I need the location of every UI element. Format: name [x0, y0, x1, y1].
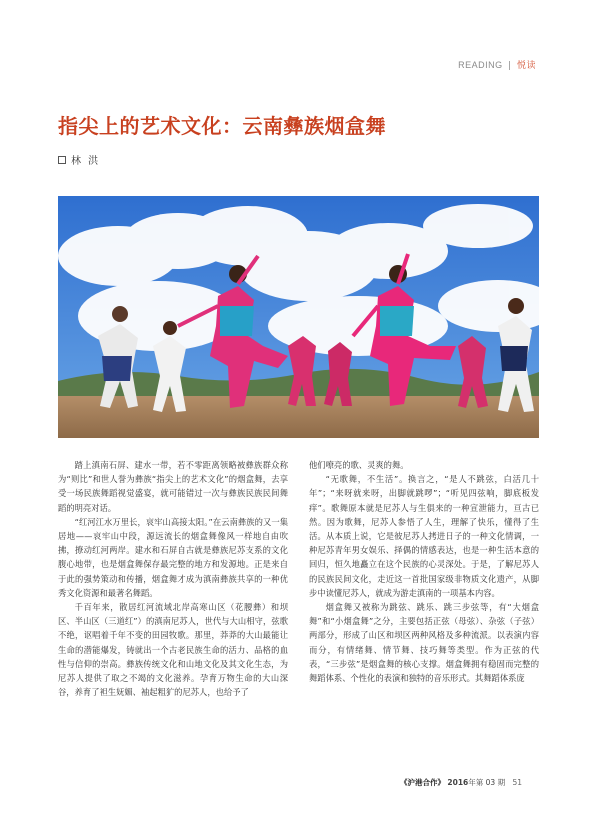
author-name: 林 洪	[71, 156, 101, 167]
paragraph: 烟盒舞又被称为跳弦、跳乐、跳三步弦等，有“大烟盒舞”和“小烟盒舞”之分，主要包括正弦（母弦）、杂弦（子弦）两部分，形成了山区和坝区两种风格及多种流派。以表演内容而分，有情绪舞、情节舞、技巧舞等类型。作为正弦的代表，“三步弦”是烟盒舞的核心支撑。烟盒舞拥有稳固而完整的舞蹈体系、个性化的表演和独特的音乐形式。其舞蹈体系庞	[309, 602, 539, 684]
section-label-en: READING	[458, 60, 503, 70]
paragraph-continued: 他们嘹亮的歌、灵爽的舞。	[309, 460, 409, 470]
dance-photo-illustration	[58, 196, 539, 438]
page-number: 51	[512, 778, 523, 787]
article-column-right	[309, 458, 539, 685]
publication-year: 2016	[447, 778, 469, 787]
section-separator: |	[508, 61, 512, 71]
publication-issue: 年第 03 期	[468, 778, 506, 787]
paragraph: “红河江水万里长，哀牢山高接太阳。”在云南彝族的又一集居地——哀牢山中段，源远流长的烟盒舞像风一样地自由吹拂，撩动红河两岸。建水和石屏自古就是彝族尼苏支系的文化腹心地带，也是烟盒舞保存最完整的地方和发源地。正是来自于此的强势策动和传播，烟盒舞才成为滇南彝族共享的一种优秀文化资源和最著名舞蹈。	[58, 516, 288, 598]
byline	[58, 152, 100, 167]
dance-photo	[58, 196, 539, 438]
author-box-icon	[58, 156, 66, 164]
page-footer	[400, 777, 522, 788]
article-title: 指尖上的艺术文化：云南彝族烟盒舞	[58, 114, 386, 138]
paragraph: “无歌舞，不生活”。换言之，“是人不跳弦，白活几十年”；“来呀就来呀，出脚就跳啰”；“听见四弦响，脚底板发痒”。歌舞原本就是尼苏人与生俱来的一种宣泄能力，亘古已然。因为歌舞，尼苏人参悟了人生，理解了快乐，懂得了生活。从本质上说，它是彼尼苏人拷进日子的一种文化情调，一种尼苏青年男女娱乐、择偶的情感表达，也是一种生活本意的回归，恒久地矗立在这个民族的心灵深处。于是，了解尼苏人的民族民间文化，走近这一首批国家级非物质文化遗产，从脚步中读懂尼苏人，就成为游走滇南的一项基本内容。	[309, 474, 539, 598]
paragraph: 踏上滇南石屏、建水一带，若不零距离领略被彝族群众称为“则比”和世人誉为彝族“指尖上的艺术文化”的烟盒舞，去享受一场民族舞蹈视觉盛宴，就可能错过一次与彝族民族民间舞蹈的明亮对话。	[58, 460, 288, 513]
section-label-cn: 悦读	[516, 61, 536, 71]
article-column-left	[58, 458, 288, 699]
paragraph: 千百年来，散居红河流域北岸高寒山区（花腰彝）和坝区、半山区（三道红”）的滇南尼苏人，世代与大山相守，弦歌不绝，讴唱着千年不变的田园牧歌。那里，莽莽的大山最能让生命的潜能爆发，铸就出一个古老民族生命的活力、品格的血性与信仰的崇高。彝族传统文化和山地文化及其文化生态，为尼苏人提供了取之不竭的文化滋养。孕育万物生命的大山深谷，养育了袒生妩媚、袖起粗犷的尼苏人，也给予了	[58, 602, 288, 698]
publication-name: 《沪港合作》	[400, 778, 445, 787]
section-header	[458, 58, 536, 71]
